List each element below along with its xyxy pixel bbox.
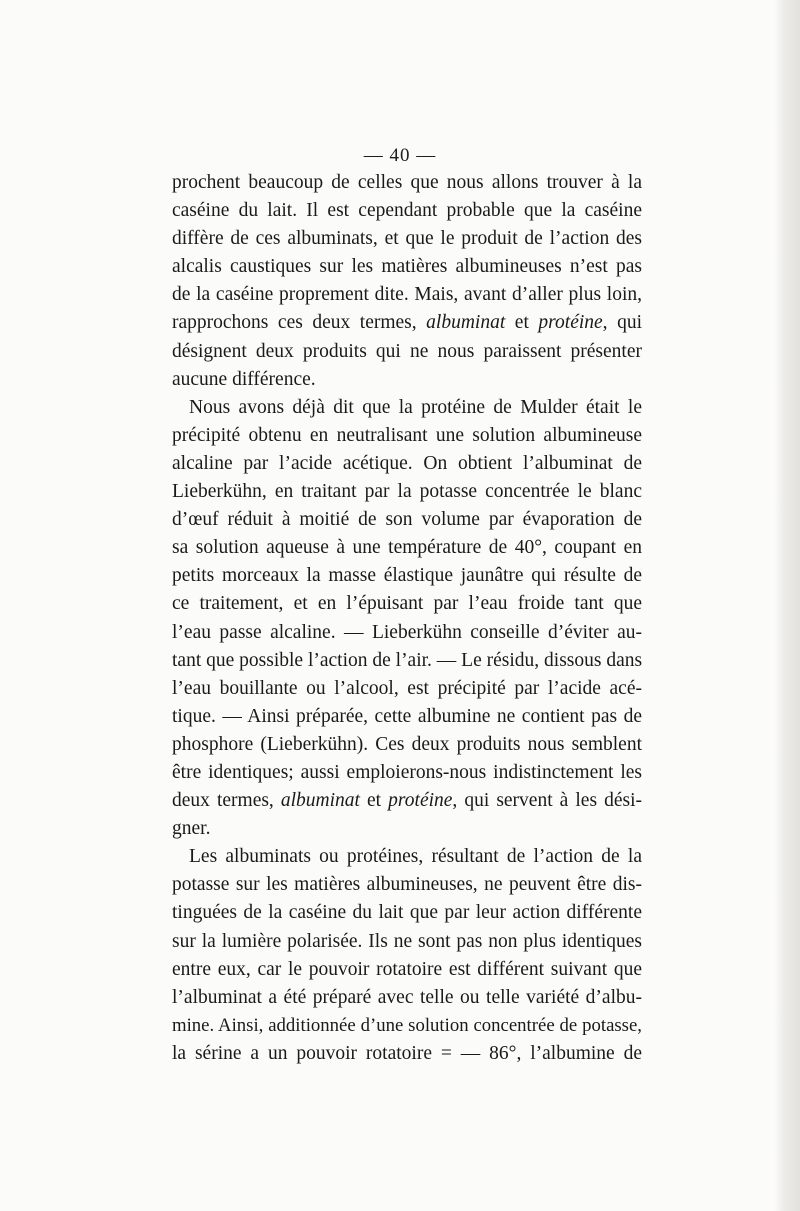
text-line [172,1012,642,1040]
text-segment: tique. — Ainsi préparée, cette albumine ne contient pas de [172,705,642,727]
text-segment: la sérine a un pouvoir rotatoire = — 86°, l’albumine de [172,1042,642,1064]
text-line [172,899,642,927]
text-line [172,450,642,478]
text-line [172,338,642,366]
text-segment: Lieberkühn, en traitant par la potasse concentrée le blanc [172,481,642,503]
text-segment: deux termes, [172,790,281,812]
text-line [172,843,642,871]
text-line [172,253,642,281]
text-segment: désignent deux produits qui ne nous paraissent présenter [172,340,642,362]
text-line [172,534,642,562]
text-line [172,169,642,197]
italic-term: albuminat [280,790,360,812]
text-segment: alcalis caustiques sur les matières albumineuses n’est pas [172,256,642,278]
text-line [172,956,642,984]
text-line [172,928,642,956]
text-segment: alcaline par l’acide acétique. On obtient l’albuminat de [172,452,642,474]
text-segment: gner. [172,818,211,840]
italic-term: albuminat [426,312,506,334]
text-segment: rapprochons ces deux termes, [172,312,427,334]
text-segment: , qui [602,312,642,334]
text-segment: ce traitement, et en l’épuisant par l’eau froide tant que [172,593,642,615]
text-segment: sa solution aqueuse à une température de 40°, coupant en [172,537,642,559]
text-line [172,225,642,253]
italic-term: protéine [538,312,603,334]
text-line [172,197,642,225]
text-segment: précipité obtenu en neutralisant une solution albumineuse [172,424,642,446]
text-line [172,871,642,899]
text-segment: aucune différence. [172,368,316,390]
text-segment: caséine du lait. Il est cependant probable que la caséine [172,200,642,222]
text-segment: de la caséine proprement dite. Mais, avant d’aller plus loin, [172,284,642,306]
text-segment: Nous avons déjà dit que la protéine de Mulder était le [189,396,642,418]
text-line [172,731,642,759]
text-line [172,815,642,843]
text-segment: l’eau bouillante ou l’alcool, est précipité par l’acide acé- [172,677,642,699]
text-line [172,1040,642,1068]
italic-term: protéine [388,790,453,812]
text-segment: être identiques; aussi emploierons-nous indistinctement les [172,761,642,783]
text-line [172,281,642,309]
text-segment: l’albuminat a été préparé avec telle ou telle variété d’albu- [172,986,642,1008]
scan-edge-shadow [774,0,800,1211]
text-line [172,394,642,422]
text-segment: et [505,312,539,334]
text-line [172,422,642,450]
text-line [172,506,642,534]
text-segment: sur la lumière polarisée. Ils ne sont pas non plus identiques [172,930,642,952]
text-line [172,759,642,787]
text-line [172,309,642,337]
body-text [172,169,642,1068]
page-number: — 40 — [363,145,437,166]
text-line [172,984,642,1012]
text-segment: potasse sur les matières albumineuses, ne peuvent être dis- [172,874,642,896]
text-line [172,590,642,618]
text-line [172,647,642,675]
text-line [172,366,642,394]
text-line [172,675,642,703]
text-segment: diffère de ces albuminats, et que le produit de l’action des [172,228,642,250]
text-line [172,478,642,506]
text-segment: l’eau passe alcaline. — Lieberkühn conseille d’éviter au- [172,621,642,643]
text-segment: tinguées de la caséine du lait que par leur action différente [172,902,642,924]
text-segment: et [359,790,389,812]
text-segment: , qui servent à les dési- [452,790,643,812]
text-segment: phosphore (Lieberkühn). Ces deux produits nous semblent [172,733,642,755]
text-line [172,619,642,647]
text-segment: petits morceaux la masse élastique jaunâtre qui résulte de [172,565,642,587]
text-segment: d’œuf réduit à moitié de son volume par évaporation de [172,509,642,531]
text-segment: mine. Ainsi, additionnée d’une solution concentrée de potasse, [172,1014,642,1036]
text-segment: tant que possible l’action de l’air. — Le résidu, dissous dans [172,649,643,671]
text-line [172,703,642,731]
text-segment: prochent beaucoup de celles que nous allons trouver à la [172,172,642,193]
text-segment: entre eux, car le pouvoir rotatoire est différent suivant que [172,958,642,980]
text-line [172,562,642,590]
text-segment: Les albuminats ou protéines, résultant de l’action de la [189,846,642,868]
text-line [172,787,642,815]
